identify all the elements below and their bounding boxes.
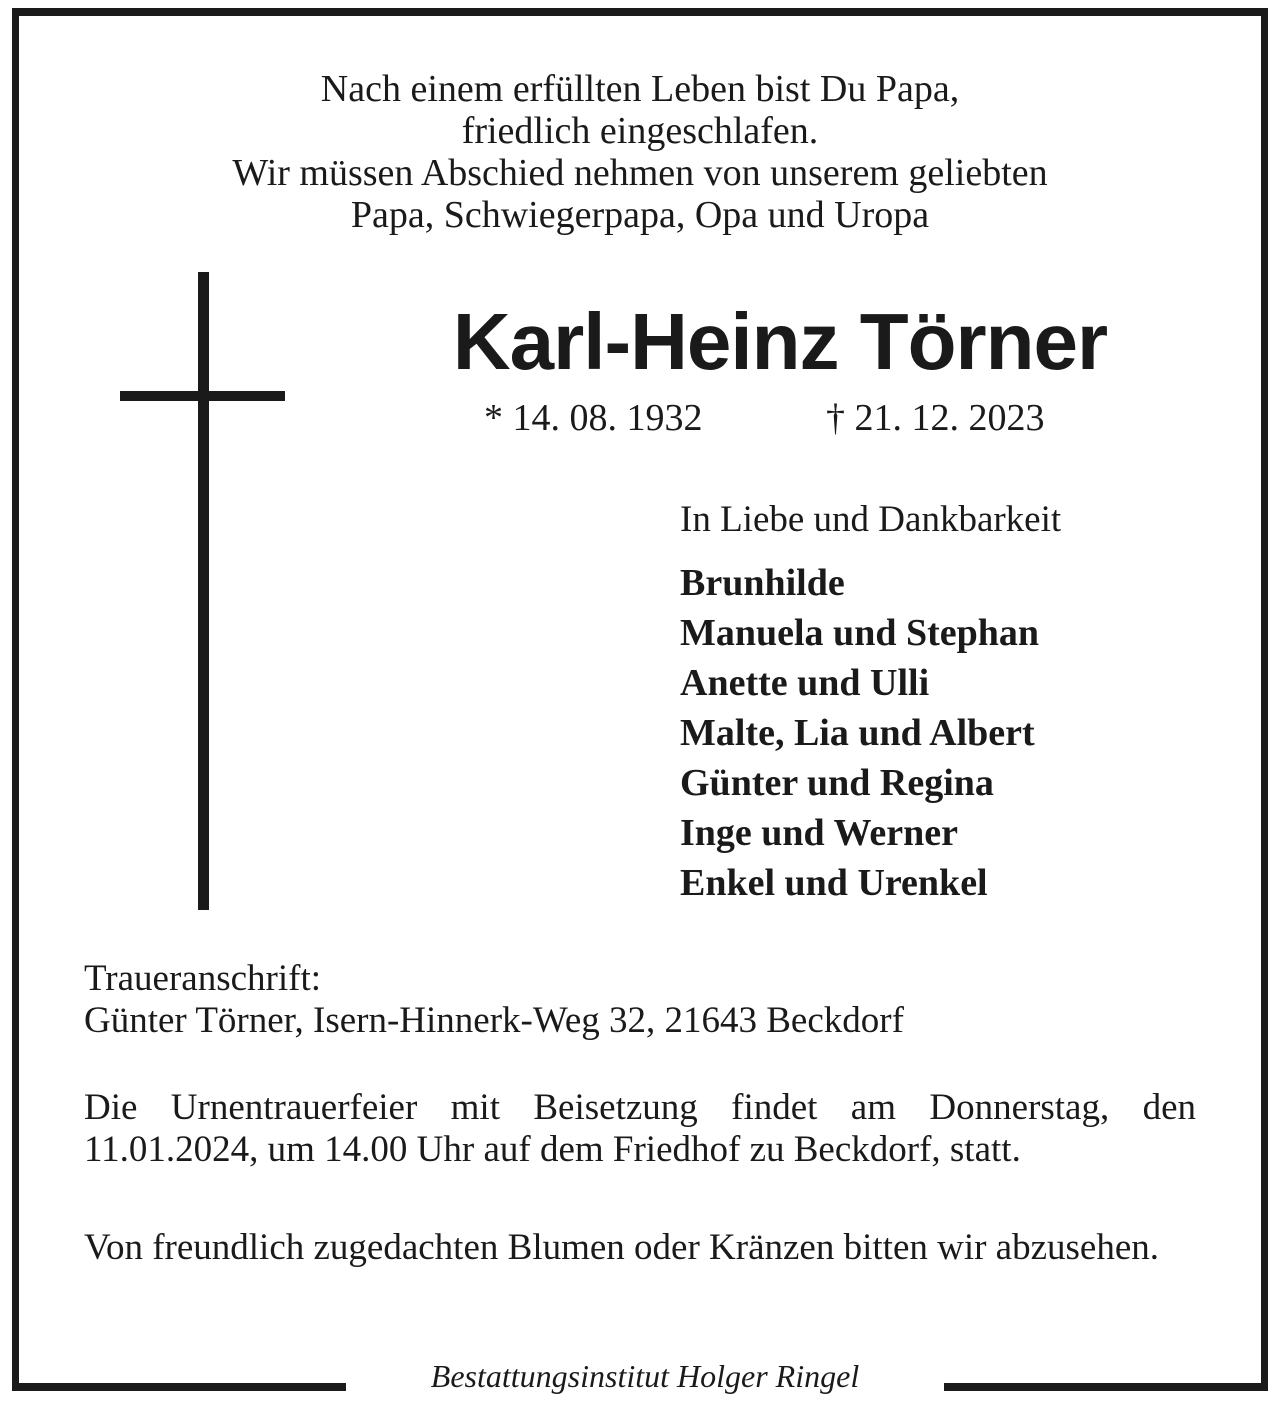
mourner-item: Anette und Ulli [680, 662, 930, 704]
cross-vertical-bar [198, 272, 209, 910]
thanks-line: In Liebe und Dankbarkeit [680, 499, 1062, 540]
cross-horizontal-bar [120, 391, 285, 401]
bottom-rule-right [944, 1383, 1268, 1391]
mourning-address [84, 958, 1196, 1042]
address-value: Günter Törner, Isern-Hinnerk-Weg 32, 21643 Beckdorf [84, 1000, 904, 1041]
mourners-list [680, 558, 1039, 908]
service-announcement: Die Urnentrauerfeier mit Beisetzung findet am Donnerstag, den 11.01.2024, um 14.00 Uhr auf dem Friedhof zu Beckdorf, statt. [84, 1087, 1196, 1170]
address-label: Traueranschrift: [84, 958, 322, 999]
intro-line: Nach einem erfüllten Leben bist Du Papa, [320, 68, 960, 110]
intro-line: Papa, Schwiegerpapa, Opa und Uropa [350, 194, 930, 236]
intro-text [40, 68, 1240, 236]
mourner-item: Enkel und Urenkel [680, 862, 988, 904]
bottom-rule-left [12, 1383, 346, 1391]
birth-date: * 14. 08. 1932 [484, 397, 703, 439]
mourner-item: Inge und Werner [680, 812, 959, 854]
undertaker-name: Bestattungsinstitut Holger Ringel [430, 1358, 860, 1394]
flowers-request: Von freundlich zugedachten Blumen oder Kränzen bitten wir abzusehen. [84, 1227, 1160, 1268]
deceased-name: Karl-Heinz Törner [452, 297, 1108, 386]
mourner-item: Malte, Lia und Albert [680, 712, 1035, 754]
intro-line: friedlich eingeschlafen. [461, 110, 819, 152]
mourner-item: Manuela und Stephan [680, 612, 1040, 654]
mourner-item: Günter und Regina [680, 762, 994, 804]
death-date: † 21. 12. 2023 [826, 397, 1045, 439]
intro-line: Wir müssen Abschied nehmen von unserem geliebten [232, 152, 1048, 194]
mourner-item: Brunhilde [680, 562, 845, 604]
